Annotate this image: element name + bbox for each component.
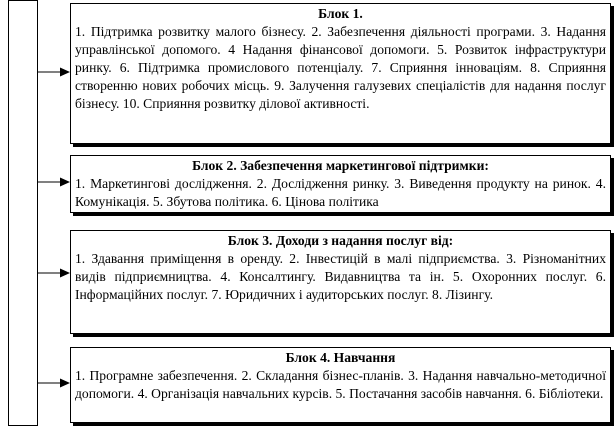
block-1-title: Блок 1. bbox=[318, 6, 363, 21]
block-2-text: 1. Маркетингові дослідження. 2. Дослідження ринку. 3. Виведення продукту на ринок. 4. Комунікація. 5. Збутова політика. 6. Цінова політика bbox=[75, 176, 606, 209]
block-4 bbox=[70, 347, 611, 423]
arrow-to-block-1 bbox=[38, 72, 70, 73]
left-bracket-bar bbox=[8, 0, 38, 426]
arrow-to-block-4 bbox=[38, 383, 70, 384]
arrow-right-icon bbox=[38, 268, 70, 278]
block-4-title: Блок 4. Навчання bbox=[285, 350, 396, 365]
block-1-text: 1. Підтримка розвитку малого бізнесу. 2. Забезпечення діяльності програми. 3. Надання управлінської допомого. 4 Надання фінансової допомоги. 5. Розвиток інфраструктури ринку. 6. Підтримка промислового потенціалу. 7. Сприяння інноваціям. 8. Сприяння створенню нових робочих місць. 9. Залучення галузевих спеціалістів для надання послуг бізнесу. 10. Сприяння розвитку ділової активності. bbox=[75, 24, 606, 111]
block-2-title: Блок 2. Забезпечення маркетингової підтримки: bbox=[192, 158, 489, 173]
block-3-title: Блок 3. Доходи з надання послуг від: bbox=[227, 233, 454, 248]
arrow-to-block-3 bbox=[38, 273, 70, 274]
block-1 bbox=[70, 3, 611, 144]
block-2 bbox=[70, 155, 611, 213]
arrow-right-icon bbox=[38, 177, 70, 187]
block-3-text: 1. Здавання приміщення в оренду. 2. Інвестицій в малі підприємства. 3. Різноманітних видів підприємництва. 4. Консалтингу. Видавництва та ін. 5. Охоронних послуг. 6. Інформаційних послуг. 7. Юридичних і аудиторських послуг. 8. Лізингу. bbox=[75, 251, 606, 302]
arrow-right-icon bbox=[38, 67, 70, 77]
block-3 bbox=[70, 230, 611, 334]
block-4-text: 1. Програмне забезпечення. 2. Складання бізнес-планів. 3. Надання навчально-методичної допомоги. 4. Організація навчальних курсів. 5. Постачання засобів навчання. 6. Бібліотеки. bbox=[75, 368, 606, 401]
arrow-to-block-2 bbox=[38, 182, 70, 183]
arrow-right-icon bbox=[38, 378, 70, 388]
